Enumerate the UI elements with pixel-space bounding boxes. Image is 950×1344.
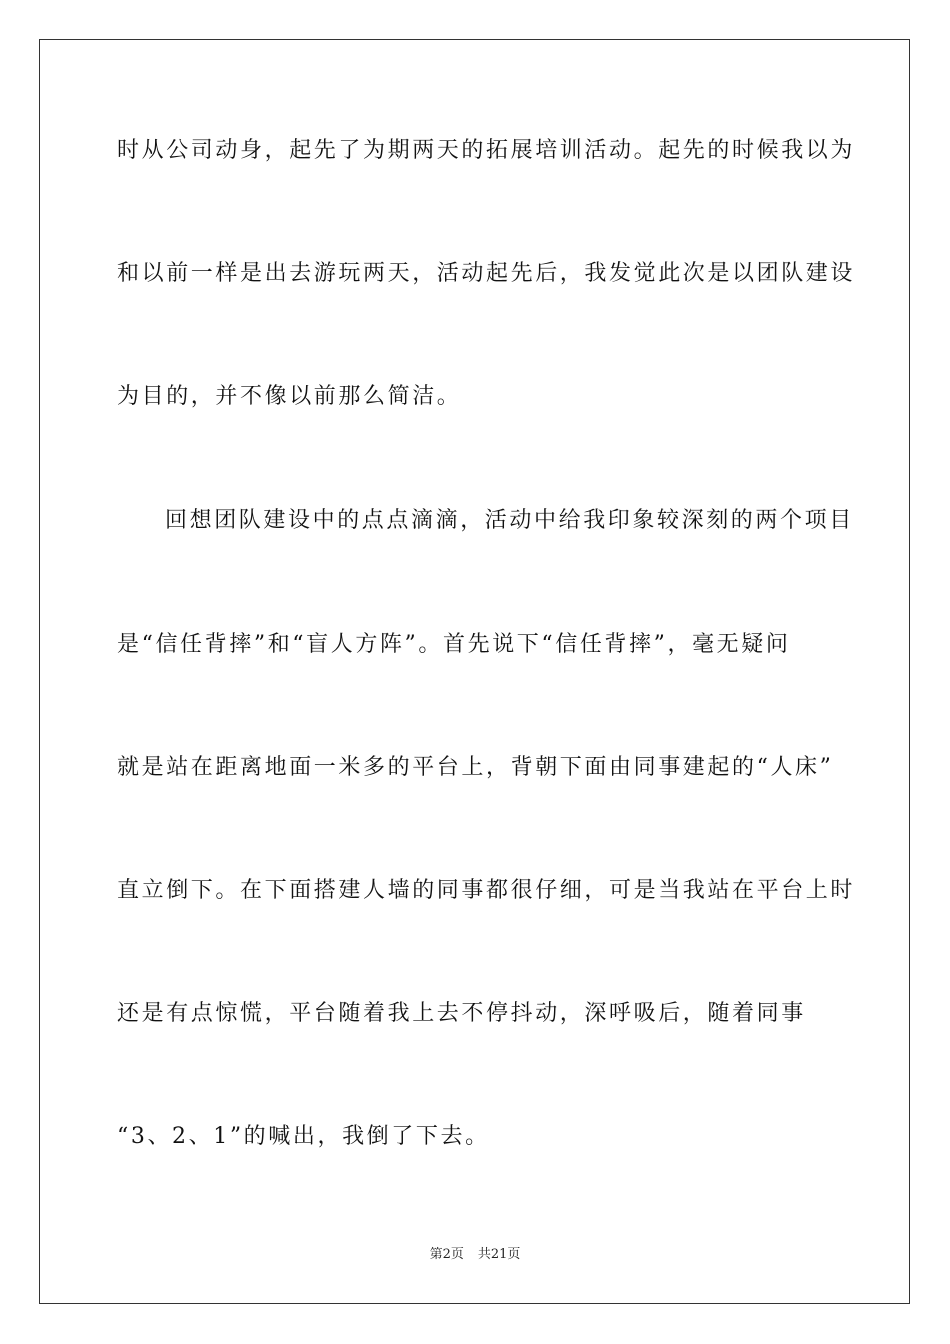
- text-line: 时从公司动身，起先了为期两天的拓展培训活动。起先的时候我以为: [117, 138, 856, 163]
- text-line: “3、2、1”的喊出，我倒了下去。: [117, 1124, 490, 1149]
- text-line: 是“信任背摔”和“盲人方阵”。首先说下“信任背摔”，毫无疑问: [117, 632, 791, 657]
- page-footer: [0, 1246, 950, 1264]
- text-line: 就是站在距离地面一米多的平台上，背朝下面由同事建起的“人床”: [117, 755, 834, 780]
- text-line: 直立倒下。在下面搭建人墙的同事都很仔细，可是当我站在平台上时: [117, 878, 856, 903]
- page-border: [39, 39, 910, 1304]
- page-number-current: 第2页: [429, 1247, 464, 1262]
- text-line: 为目的，并不像以前那么简洁。: [117, 384, 462, 409]
- paragraph-first-line: 回想团队建设中的点点滴滴，活动中给我印象较深刻的两个项目: [165, 508, 854, 533]
- text-line: 还是有点惊慌，平台随着我上去不停抖动，深呼吸后，随着同事: [117, 1001, 806, 1026]
- page-number-total: 共21页: [477, 1247, 521, 1262]
- text-line: 和以前一样是出去游玩两天，活动起先后，我发觉此次是以团队建设: [117, 261, 856, 286]
